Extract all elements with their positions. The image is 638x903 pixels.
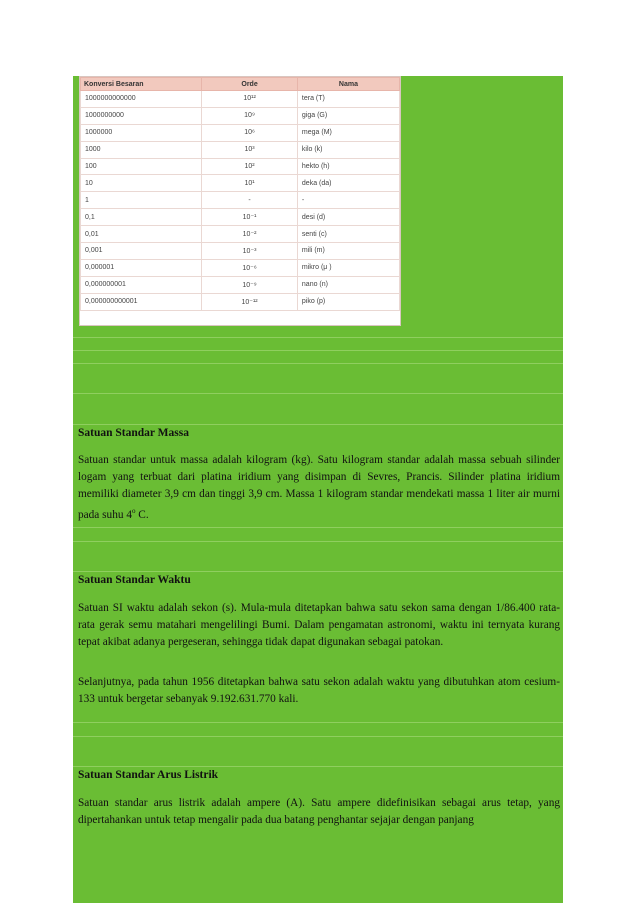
cell-value: 1000000 [81, 124, 202, 141]
separator-line [73, 527, 563, 528]
cell-name: kilo (k) [297, 141, 399, 158]
table-row [81, 209, 400, 226]
cell-order: 10⁻³ [202, 243, 298, 260]
table-row [81, 259, 400, 276]
table-row [81, 226, 400, 243]
separator-line [73, 363, 563, 364]
column-header: Konversi Besaran [81, 78, 202, 91]
table-row [81, 91, 400, 108]
cell-value: 1000000000 [81, 107, 202, 124]
table-row [81, 141, 400, 158]
cell-name: - [297, 192, 399, 209]
cell-value: 1000 [81, 141, 202, 158]
cell-name: tera (T) [297, 91, 399, 108]
cell-name: nano (n) [297, 276, 399, 293]
cell-order: 10⁻¹² [202, 293, 298, 310]
cell-order: 10⁹ [202, 107, 298, 124]
column-header: Nama [297, 78, 399, 91]
cell-order: 10⁻¹ [202, 209, 298, 226]
cell-order: 10¹ [202, 175, 298, 192]
separator-line [73, 337, 563, 338]
paragraph-massa [78, 452, 560, 524]
separator-line [73, 350, 563, 351]
cell-name: mikro (μ ) [297, 259, 399, 276]
cell-value: 10 [81, 175, 202, 192]
cell-name: deka (da) [297, 175, 399, 192]
separator-line [73, 722, 563, 723]
cell-value: 0,000000000001 [81, 293, 202, 310]
heading-massa: Satuan Standar Massa [78, 427, 189, 439]
cell-name: senti (c) [297, 226, 399, 243]
paragraph-arus-listrik: Satuan standar arus listrik adalah ampere (A). Satu ampere didefinisikan sebagai arus tetap, yang dipertahankan untuk tetap mengalir pada dua batang penghantar sejajar dengan panjang [78, 797, 560, 826]
cell-name: piko (p) [297, 293, 399, 310]
cell-value: 1 [81, 192, 202, 209]
cell-order: 10⁻⁹ [202, 276, 298, 293]
cell-value: 0,000000001 [81, 276, 202, 293]
degree-symbol: o [131, 507, 136, 515]
cell-value: 0,1 [81, 209, 202, 226]
cell-value: 0,001 [81, 243, 202, 260]
cell-order: 10⁻⁶ [202, 259, 298, 276]
separator-line [73, 424, 563, 425]
table-row [81, 293, 400, 310]
column-header: Orde [202, 78, 298, 91]
unit-suffix: C. [135, 508, 149, 521]
cell-order: 10⁶ [202, 124, 298, 141]
separator-line [73, 736, 563, 737]
table-row [81, 158, 400, 175]
cell-order: - [202, 192, 298, 209]
separator-line [73, 393, 563, 394]
table-row [81, 175, 400, 192]
cell-order: 10⁻² [202, 226, 298, 243]
table-row [81, 124, 400, 141]
separator-line [73, 571, 563, 572]
table-row [81, 276, 400, 293]
cell-name: desi (d) [297, 209, 399, 226]
paragraph-massa-text: Satuan standar untuk massa adalah kilogram (kg). Satu kilogram standar adalah massa sebuah silinder logam yang terbuat dari platina iridium yang disimpan di Sevres, Prancis. Silinder platina iridium memiliki diameter 3,9 cm dan tinggi 3,9 cm. Massa 1 kilogram standar mendekati massa 1 liter air murni pada suhu 4 [78, 454, 560, 521]
separator-line [73, 766, 563, 767]
unit-prefix-table [79, 76, 401, 326]
cell-name: hekto (h) [297, 158, 399, 175]
cell-value: 0,000001 [81, 259, 202, 276]
table-row [81, 192, 400, 209]
paragraph-waktu-2: Selanjutnya, pada tahun 1956 ditetapkan bahwa satu sekon adalah waktu yang dibutuhkan atom cesium-133 untuk bergetar sebanyak 9.192.631.770 kali. [78, 676, 560, 705]
cell-order: 10² [202, 158, 298, 175]
cell-order: 10³ [202, 141, 298, 158]
cell-order: 10¹² [202, 91, 298, 108]
cell-value: 1000000000000 [81, 91, 202, 108]
table-header-row [81, 78, 400, 91]
paragraph-waktu-1: Satuan SI waktu adalah sekon (s). Mula-mula ditetapkan bahwa satu sekon sama dengan 1/86.400 rata-rata gerak semu matahari mengelilingi Bumi. Dalam pengamatan astronomi, waktu ini ternyata kurang tepat akibat adanya pergeseran, sehingga tidak dapat digunakan sebagai patokan. [78, 602, 560, 648]
heading-waktu: Satuan Standar Waktu [78, 574, 191, 586]
cell-value: 0,01 [81, 226, 202, 243]
table-row [81, 107, 400, 124]
cell-name: mega (M) [297, 124, 399, 141]
separator-line [73, 541, 563, 542]
cell-name: mili (m) [297, 243, 399, 260]
heading-arus-listrik: Satuan Standar Arus Listrik [78, 769, 219, 781]
table-row [81, 243, 400, 260]
cell-value: 100 [81, 158, 202, 175]
cell-name: giga (G) [297, 107, 399, 124]
